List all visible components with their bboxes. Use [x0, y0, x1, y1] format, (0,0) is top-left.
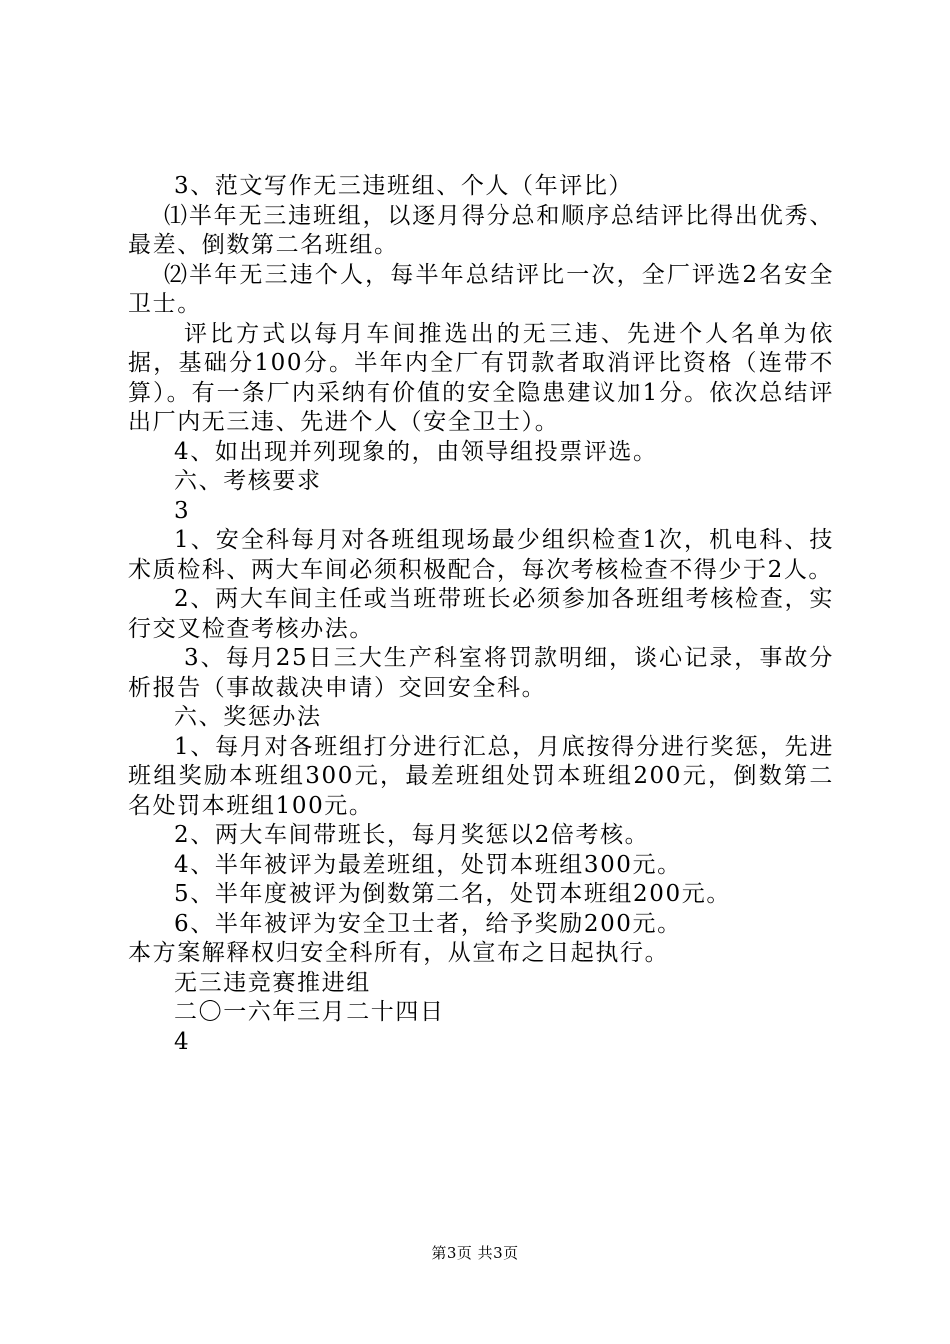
paragraph-workshop-director: 2、两大车间主任或当班带班长必须参加各班组考核检查，实行交叉检查考核办法。 [128, 586, 834, 642]
paragraph-half-year-team: ⑴半年无三违班组，以逐月得分总和顺序总结评比得出优秀、最差、倒数第二名班组。 [128, 202, 834, 258]
paragraph-monthly-inspection: 1、安全科每月对各班组现场最少组织检查1次，机电科、技术质检科、两大车间必须积极配合，每次考核检查不得少于2人。 [128, 527, 834, 583]
paragraph-shift-leader: 2、两大车间带班长，每月奖惩以2倍考核。 [174, 822, 650, 848]
paragraph-3-title: 3、范文写作无三违班组、个人（年评比） [174, 173, 634, 199]
signature-organization: 无三违竞赛推进组 [174, 969, 371, 996]
page-number-marker: 3 [174, 497, 191, 524]
heading-rewards-penalties: 六、奖惩办法 [174, 704, 322, 730]
paragraph-monthly-report: 3、每月25日三大生产科室将罚款明细，谈心记录，事故分析报告（事故裁决申请）交回安全科。 [128, 645, 834, 701]
paragraph-half-year-individual: ⑵半年无三违个人，每半年总结评比一次，全厂评选2名安全卫士。 [128, 261, 834, 317]
paragraph-evaluation-method: 评比方式以每月车间推选出的无三违、先进个人名单为依据，基础分100分。半年内全厂有罚款者取消评比资格（连带不算）。有一条厂内采纳有价值的安全隐患建议加1分。依次总结评出厂内无三违、先进个人（安全卫士）。 [128, 320, 834, 435]
paragraph-tie-rule: 4、如出现并列现象的，由领导组投票评选。 [174, 438, 658, 465]
page-footer: 第3页 共3页 [431, 1244, 519, 1262]
signature-date: 二〇一六年三月二十四日 [174, 999, 445, 1025]
heading-assessment-requirements: 六、考核要求 [174, 468, 322, 494]
page-number-marker-end: 4 [174, 1028, 191, 1055]
paragraph-second-last-penalty: 5、半年度被评为倒数第二名，处罚本班组200元。 [174, 881, 731, 907]
paragraph-safety-guard-reward: 6、半年被评为安全卫士者，给予奖励200元。 [174, 910, 682, 937]
paragraph-worst-team-penalty: 4、半年被评为最差班组，处罚本班组300元。 [174, 851, 682, 878]
paragraph-interpretation-right: 本方案解释权归安全科所有，从宣布之日起执行。 [128, 940, 670, 966]
paragraph-monthly-rewards: 1、每月对各班组打分进行汇总，月底按得分进行奖惩，先进班组奖励本班组300元，最差班组处罚本班组200元，倒数第二名处罚本班组100元。 [128, 733, 834, 819]
document-body [128, 172, 834, 1057]
